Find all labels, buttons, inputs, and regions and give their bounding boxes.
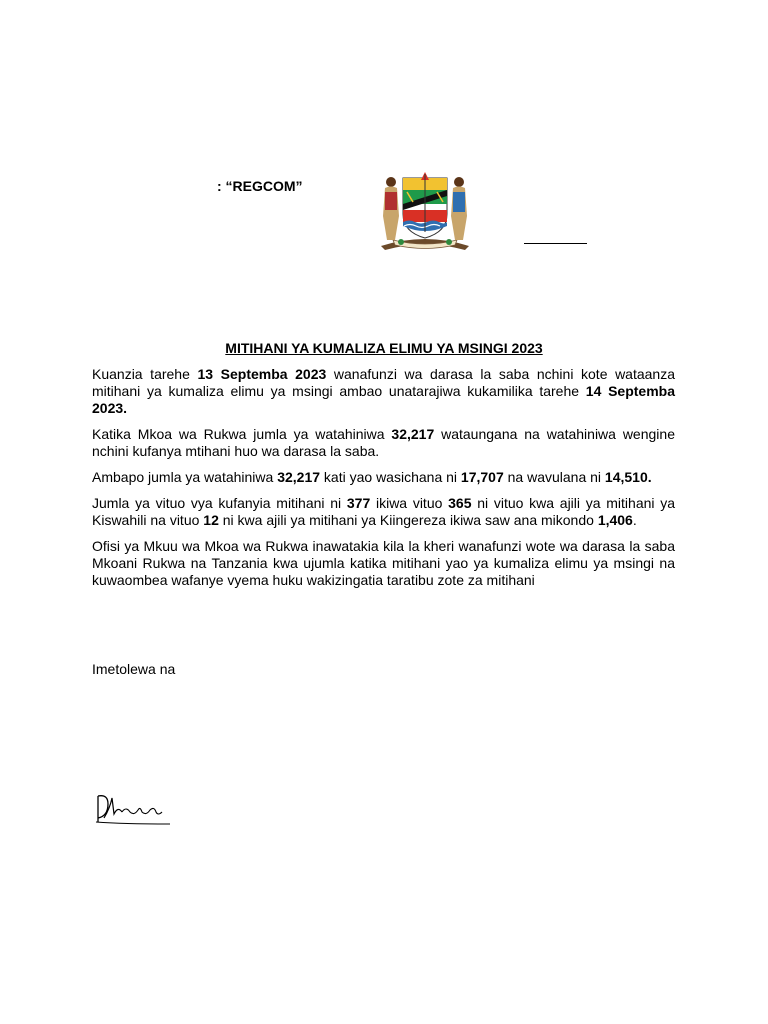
paragraph [92,495,675,529]
text-run: Ambapo jumla ya watahiniwa [92,469,278,485]
bold-text-run: 17,707 [460,469,504,485]
text-run: kati yao wasichana ni [320,469,461,485]
paragraph [92,469,675,486]
text-run: Katika Mkoa wa Rukwa jumla ya watahiniwa [92,426,392,442]
bold-text-run: 32,217 [277,469,321,485]
press-release-body [92,366,675,598]
text-run: wataungana na watahiniwa wengine nchini kufanya mtihani huo wa darasa la saba. [92,426,675,459]
bold-text-run: 14 Septemba 2023. [92,383,675,416]
issued-by: Imetolewa na [92,661,176,677]
telegram-address: : “REGCOM” [217,178,303,194]
handwritten-signature-icon [94,788,174,828]
bold-text-run: 14,510. [604,469,652,485]
text-run: wanafunzi wa darasa la saba nchini kote wataanza mitihani ya kumaliza elimu ya msingi ambao unatarajiwa kukamilika tarehe [92,366,675,399]
document-title: MITIHANI YA KUMALIZA ELIMU YA MSINGI 2023 [225,340,543,356]
tanzania-coat-of-arms-icon [373,166,477,252]
paragraph [92,366,675,417]
text-run: ni vituo kwa ajili ya mitihani ya Kiswahili na vituo [92,495,676,528]
text-run: Ofisi ya Mkuu wa Mkoa wa Rukwa inawatakia kila la kheri wanafunzi wote wa darasa la saba Mkoani Rukwa na Tanzania kwa ujumla katika mitihani yao ya kumaliza elimu ya msingi na kuwaombea wafanye vyema huku wakizingatia taratibu zote za mitihani [92,538,675,588]
text-run: Jumla ya vituo vya kufanyia mitihani ni [92,495,347,511]
reference-line [524,243,587,244]
text-run: na wavulana ni [503,469,605,485]
bold-text-run: 365 [448,495,472,511]
text-run: Kuanzia tarehe [92,366,198,382]
bold-text-run: 13 Septemba 2023 [197,366,327,382]
text-run: ni kwa ajili ya mitihani ya Kiingereza ikiwa saw ana mikondo [218,512,598,528]
bold-text-run: 32,217 [391,426,435,442]
text-run: . [632,512,637,528]
bold-text-run: 12 [203,512,219,528]
paragraph [92,426,675,460]
bold-text-run: 1,406 [597,512,633,528]
text-run: ikiwa vituo [370,495,449,511]
paragraph [92,538,675,589]
bold-text-run: 377 [346,495,371,511]
